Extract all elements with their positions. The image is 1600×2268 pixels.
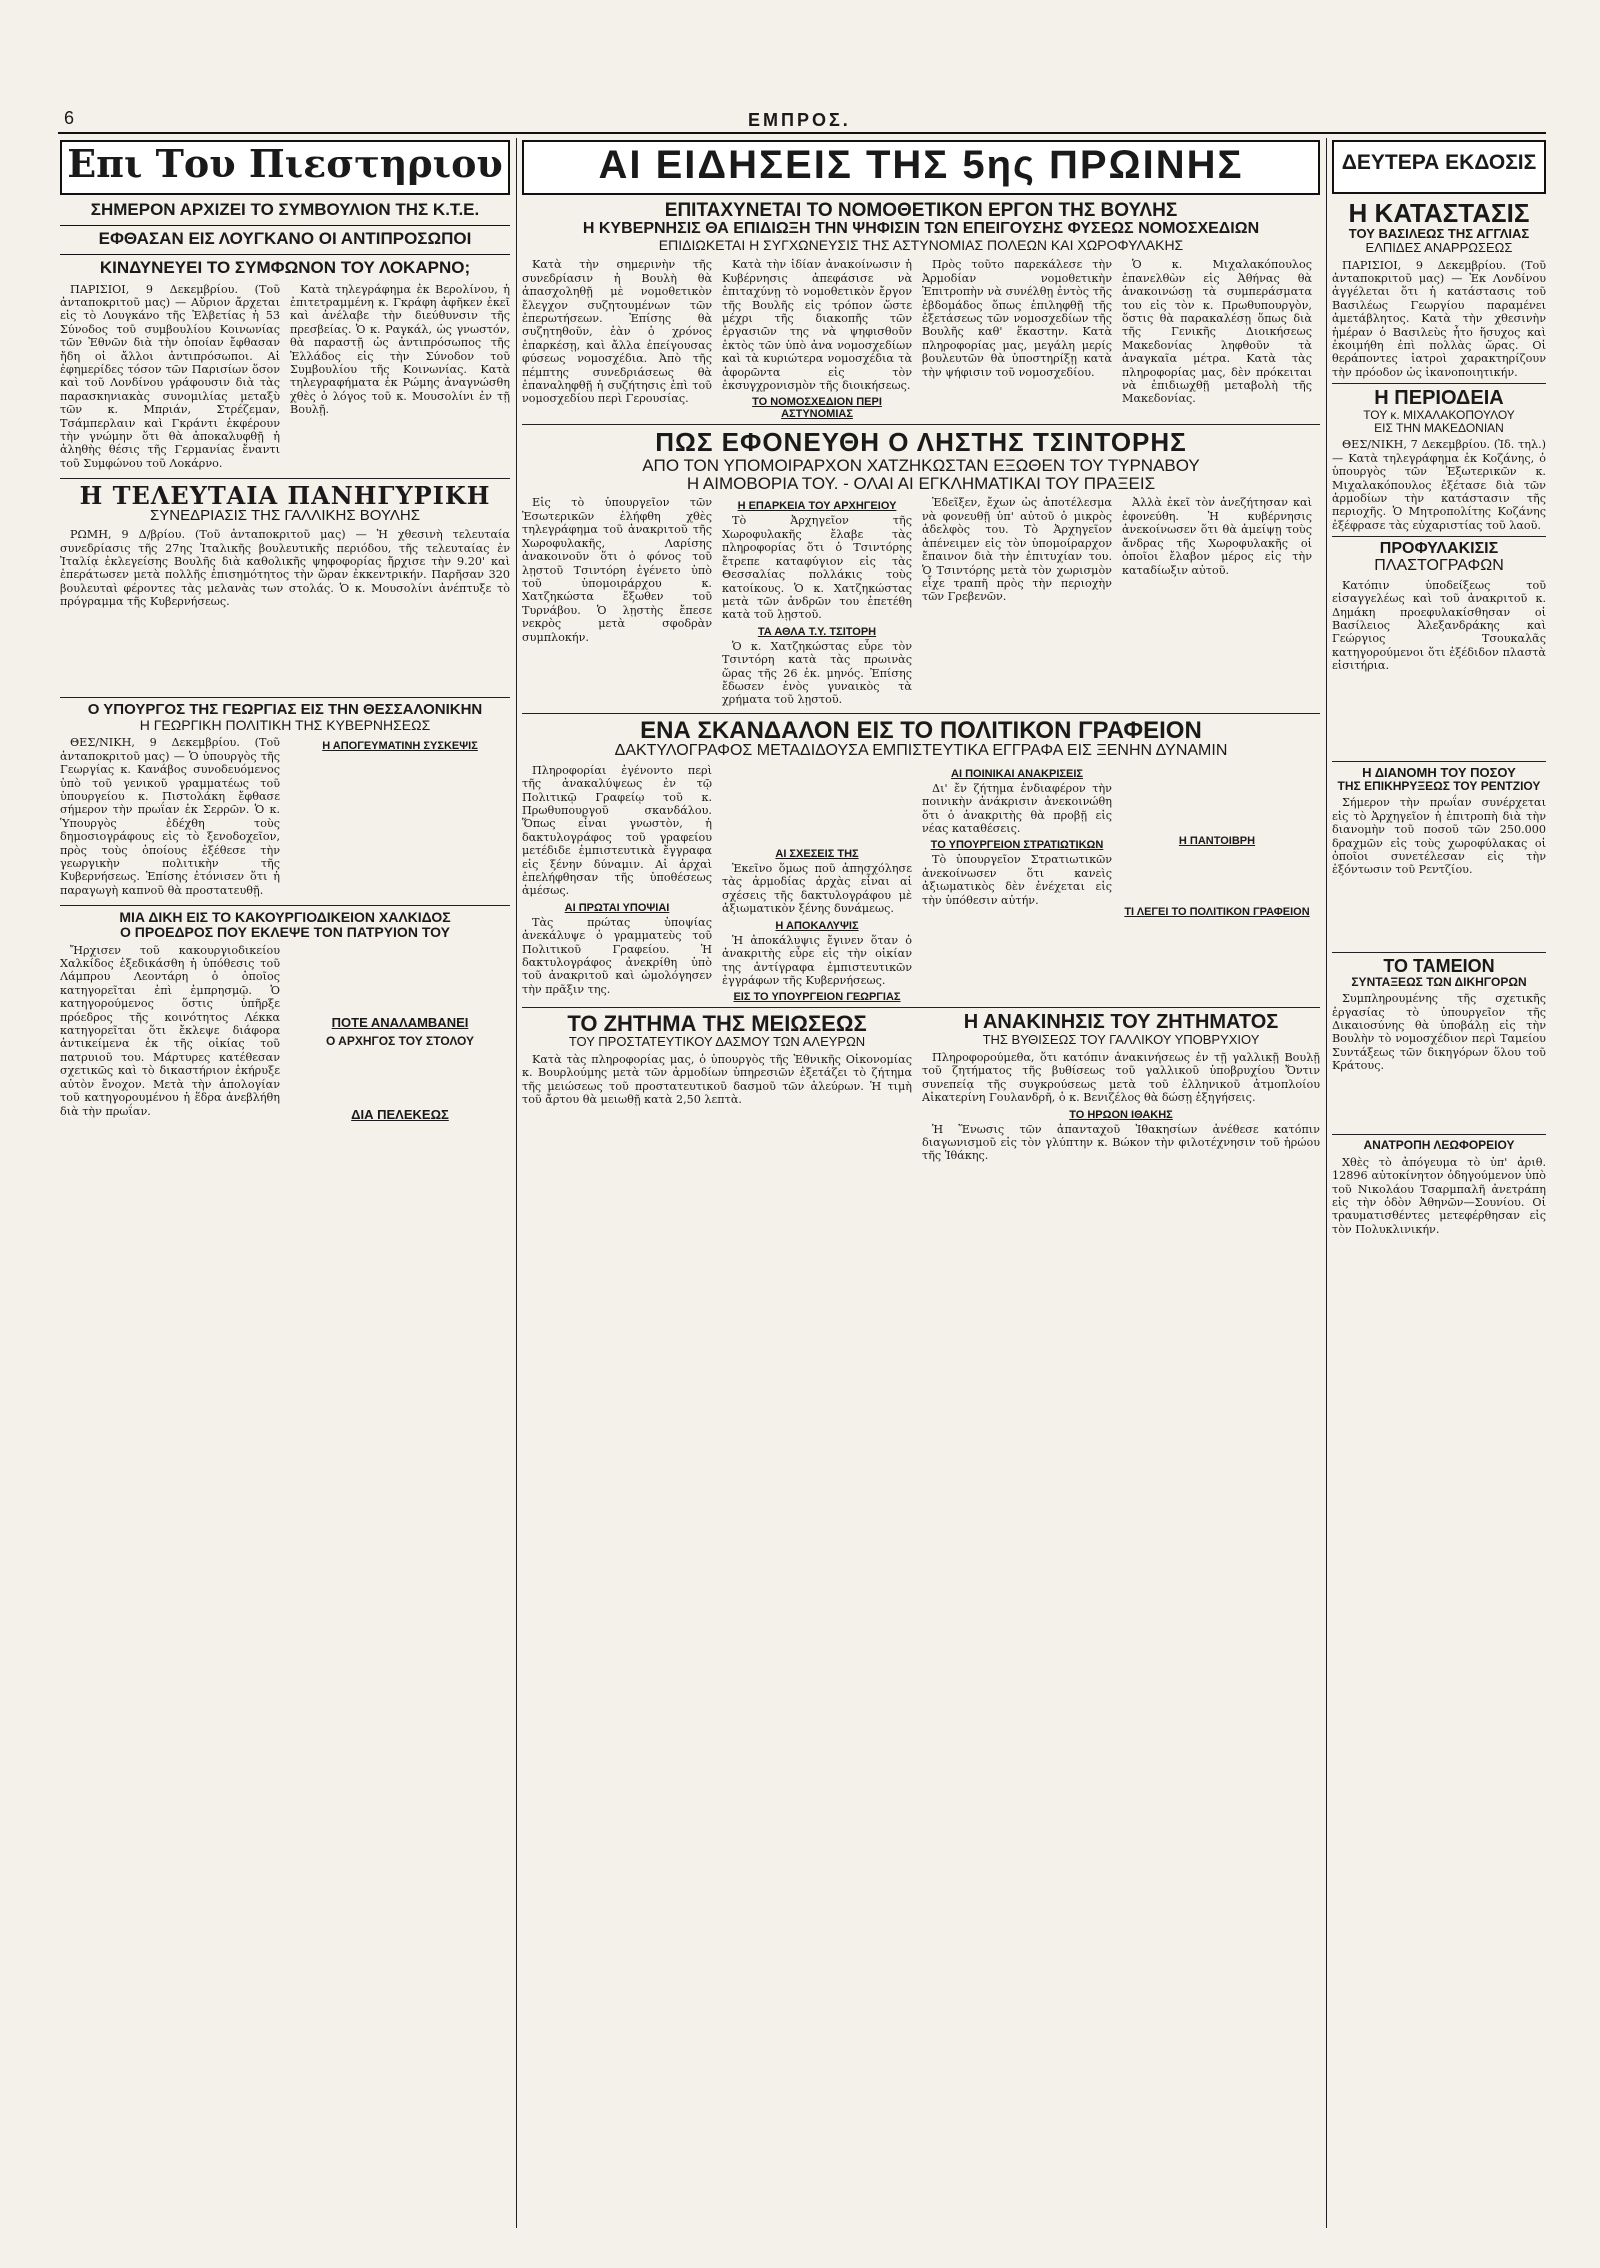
headline-legislative-work: ΕΠΙΤΑΧΥΝΕΤΑΙ ΤΟ ΝΟΜΟΘΕΤΙΚΟΝ ΕΡΓΟΝ ΤΗΣ ΒΟΥΛΗΣ (664, 200, 1178, 221)
subhead-criminal-investigations: ΑΙ ΠΟΙΝΙΚΑΙ ΑΝΑΚΡΙΣΕΙΣ (951, 767, 1083, 780)
headline-distribution: Η ΔΙΑΝΟΜΗ ΤΟΥ ΠΟΣΟΥ (1362, 765, 1516, 781)
headline-locarno: ΚΙΝΔΥΝΕΥΕΙ ΤΟ ΣΥΜΦΩΝΟΝ ΤΟΥ ΛΟΚΑΡΝΟ; (60, 254, 510, 277)
subhead-political-office: ΤΙ ΛΕΓΕΙ ΤΟ ΠΟΛΙΤΙΚΟΝ ΓΡΑΦΕΙΟΝ (1124, 906, 1310, 919)
section-band-second-edition: ΔΕΥΤΕΡΑ ΕΚΔΟΣΙΣ (1332, 140, 1546, 194)
subhead-spoils: ΤΑ ΑΘΛΑ Τ.Υ. ΤΣΙΤΟΡΗ (757, 625, 877, 638)
subheadline-tour: ΤΟΥ κ. ΜΙΧΑΛΑΚΟΠΟΥΛΟΥ (1363, 408, 1515, 423)
article-parliament-2: Κατὰ τὴν ἰδίαν ἀνακοίνωσιν ἡ Κυβέρνησις ἀπεφάσισε νὰ ἐπιταχύνῃ τὸ νομοθετικὸν ἔργον τῆς Βουλῆς εἰς τρόπον ὥστε μέχρι τῆς διακοπῆς τῶν ἐργασιῶν της νὰ ψηφισθοῦν ἐκτὸς τῶν ὑπὸ ἀνα νομοσχεδίων καὶ τὰ κυριώτερα νομοσχέδια τὰ ἀφορῶντα εἰς τὸν ἐκσυγχρονισμὸν τῆς διοικήσεως. (722, 258, 912, 393)
subheadline-stepfather: Ο ΠΡΟΕΔΡΟΣ ΠΟΥ ΕΚΛΕΨΕ ΤΟΝ ΠΑΤΡΥΙΟΝ ΤΟΥ (120, 923, 450, 940)
subheadline-lawyers: ΣΥΝΤΑΞΕΩΣ ΤΩΝ ΔΙΚΗΓΟΡΩΝ (1351, 974, 1527, 989)
masthead-bar (58, 108, 1546, 134)
subhead-axe: ΔΙΑ ΠΕΛΕΚΕΩΣ (351, 1107, 449, 1123)
headline-detention: ΠΡΟΦΥΛΑΚΙΣΙΣ (1379, 540, 1499, 558)
article-rome-cont (60, 613, 510, 693)
page-number: 6 (64, 108, 75, 128)
headline-tariff: ΤΟ ΖΗΤΗΜΑ ΤΗΣ ΜΕΙΩΣΕΩΣ (567, 1011, 867, 1037)
subheadline-agri-policy: Η ΓΕΩΡΓΙΚΗ ΠΟΛΙΤΙΚΗ ΤΗΣ ΚΥΒΕΡΝΗΣΕΩΣ (139, 716, 431, 733)
center-column (522, 140, 1320, 2230)
article-tour: ΘΕΣ/ΝΙΚΗ, 7 Δεκεμβρίου. (Ἰδ. τηλ.) — Κατὰ τηλεγράφημα ἐκ Κοζάνης, ὁ ὑπουργὸς τῶν Ἐξωτερικῶν κ. Μιχαλακόπουλος ἐξέτασε διὰ τῶν ἀρμοδίων τὴν κατάστασιν τῆς περιοχῆς. Ὁ Μητροπολίτης Κοζάνης ἐξέφρασε τὰς εὐχαριστίας τοῦ λαοῦ. (1332, 438, 1546, 532)
article-scandal-6: Τὸ ὑπουργεῖον Στρατιωτικῶν ἀνεκοίνωσεν ὅτι κανεὶς ἀξιωματικὸς δὲν ἐνέχεται εἰς τὴν ὑπόθεσιν αὐτήν. (922, 853, 1112, 907)
article-scandal-3: Ἐκεῖνο ὅμως ποῦ ἀπησχόλησε τὰς ἀρμοδίας ἀρχὰς εἶναι αἱ σχέσεις τῆς δακτυλογράφου μὲ ἀξιωματικὸν ξένης δυνάμεως. (722, 862, 912, 916)
paper-name: ΕΜΠΡΟΣ. (748, 110, 851, 130)
article-scandal-1: Πληροφορίαι ἐγένοντο περὶ τῆς ἀνακαλύψεως ἐν τῷ Πολιτικῷ Γραφείῳ τοῦ κ. Πρωθυπουργοῦ σκανδάλου. Ὅπως εἶναι γνωστὸν, ἡ δακτυλογράφος τοῦ γραφείου μετέδιδε ἐμπιστευτικὰ ἔγγραφα εἰς ξένην δύναμιν. Αἱ ἀρχαὶ ἐπελήφθησαν τῆς ὑποθέσεως ἀμέσως. (522, 763, 712, 898)
headline-lugano: ΕΦΘΑΣΑΝ ΕΙΣ ΛΟΥΓΚΑΝΟ ΟΙ ΑΝΤΙΠΡΟΣΩΠΟΙ (60, 225, 510, 248)
article-tsintoris-5: Ἀλλὰ ἐκεῖ τὸν ἀνεζήτησαν καὶ ἐφονεύθη. Ἡ κυβέρνησις ἀνεκοίνωσεν ὅτι θὰ ἀμείψῃ τοὺς ἄνδρας τῆς Χωροφυλακῆς οἱ ὁποῖοι ἔλαβον μέρος εἰς τὴν καταδίωξιν αὐτοῦ. (1122, 496, 1312, 577)
subheadline-submarine: ΤΗΣ ΒΥΘΙΣΕΩΣ ΤΟΥ ΓΑΛΛΙΚΟΥ ΥΠΟΒΡΥΧΙΟΥ (982, 1032, 1260, 1048)
subheadline-forgers: ΠΛΑΣΤΟΓΡΑΦΩΝ (1374, 557, 1504, 575)
headline-bus-accident: ΑΝΑΤΡΟΠΗ ΛΕΩΦΟΡΕΙΟΥ (1363, 1138, 1515, 1153)
article-thessaloniki: ΘΕΣ/ΝΙΚΗ, 9 Δεκεμβρίου. (Τοῦ ἀνταποκριτοῦ μας) — Ὁ ὑπουργὸς τῆς Γεωργίας κ. Κανάβος συνοδευόμενος ὑπὸ τοῦ γενικοῦ γραμματέως τοῦ ὑπουργείου κ. Πιστολάκη ἔφθασε σήμερον τὴν πρωΐαν ἐκ Σερρῶν. Ὁ κ. Ὑπουργὸς ἐδέχθη τοὺς δημοσιογράφους εἰς τὸ ξενοδοχεῖον, πρὸς τοὺς ὁποίους ἐξέθεσε τὴν γεωργικὴν πολιτικὴν τῆς Κυβερνήσεως. Ἐπίσης ἐτόνισεν ὅτι ἡ παραγωγὴ καπνοῦ θὰ προστατευθῇ. (60, 736, 280, 897)
headline-ktc: ΣΗΜΕΡΟΝ ΑΡΧΙΖΕΙ ΤΟ ΣΥΜΒΟΥΛΙΟΝ ΤΗΣ Κ.Τ.Ε. (90, 200, 480, 219)
article-tsintoris-4: Ἐδεῖξεν, ἔχων ὡς ἀποτέλεσμα νὰ φονευθῇ ὑπ' αὐτοῦ ὁ μικρὸς ἀδελφὸς του. Τὸ Ἀρχηγεῖον ἀπένειμεν εἰς τὸν ὑπομοίραρχον ἔπαινον διὰ τὴν ἐπιτυχίαν του. Ὁ Τσιντόρης μετὰ τὸν χωρισμὸν εἶχε τραπῆ πρὸς τὴν περιοχὴν τῶν Γρεβενῶν. (922, 496, 1112, 604)
article-parliament-1: Κατὰ τὴν σημερινὴν τῆς συνεδρίασιν ἡ Βουλὴ θὰ ἀπασχοληθῇ μὲ νομοθετικὸν ἔλεγχον συζητουμένων τῶν ἐπερωτήσεων. Ἐπίσης θὰ συζητηθοῦν, ἐὰν ὁ χρόνος ἐπαρκέσῃ, καὶ ἄλλα ἐπείγουσας φύσεως νομοσχέδια. Ἀπὸ τῆς πέμπτης συνεδριάσεως θὰ ἐπαναληφθῇ ἡ συζήτησις ἐπὶ τοῦ νομοσχεδίου περὶ Γερουσίας. (522, 258, 712, 406)
subheadline-french-chamber: ΣΥΝΕΔΡΙΑΣΙΣ ΤΗΣ ΓΑΛΛΙΚΗΣ ΒΟΥΛΗΣ (150, 507, 420, 525)
article-forgers: Κατόπιν ὑποδείξεως τοῦ εἰσαγγελέως καὶ τοῦ ἀνακριτοῦ κ. Δημάκη προεφυλακίσθησαν οἱ Βασίλειος Ἀλεξανδράκης καὶ Γεώργιος Τσουκαλᾶς κατηγορούμενοι ὅτι ἐξέδιδον πλαστὰ εἰσιτήρια. (1332, 578, 1546, 673)
article-parliament-4: Ὁ κ. Μιχαλακόπουλος ἐπανελθὼν εἰς Ἀθήνας θὰ ἀνακοινώσῃ τὰ συμπεράσματα του εἰς τὸν κ. Πρωθυπουργὸν, ὅστις θὰ παρακαλέσῃ ὅπως διὰ τῆς Γενικῆς Διοικήσεως Μακεδονίας ληφθοῦν τὰ ἀναγκαῖα μέτρα. Κατὰ τὰς πληροφορίας μας, δὲν πρόκειται νὰ ἐπιδιωχθῇ μεταβολὴ τῆς Μακεδονίας. (1122, 258, 1312, 406)
subheadline-macedonia: ΕΙΣ ΤΗΝ ΜΑΚΕΔΟΝΙΑΝ (1374, 420, 1504, 435)
headline-tsintoris: ΠΩΣ ΕΦΟΝΕΥΘΗ Ο ΛΗΣΤΗΣ ΤΣΙΝΤΟΡΗΣ (655, 427, 1187, 458)
subheadline-rentzios: ΤΗΣ ΕΠΙΚΗΡΥΞΕΩΣ ΤΟΥ ΡΕΝΤΖΙΟΥ (1337, 778, 1541, 793)
subhead-police-bill: ΤΟ ΝΟΜΟΣΧΕΔΙΟΝ ΠΕΡΙ ΑΣΤΥΝΟΜΙΑΣ (752, 396, 882, 421)
article-rentzios: Σήμερον τὴν πρωΐαν συνέρχεται εἰς τὸ Ἀρχηγεῖον ἡ ἐπιτροπὴ διὰ τὴν διανομὴν τοῦ ποσοῦ τῶν 250.000 δραχμῶν εἰς τοὺς χωροφύλακας οἱ ὁποῖοι συνετέλεσαν εἰς τὴν ἐξόντωσιν τοῦ Ρεντζίου. (1332, 796, 1546, 877)
subhead-afternoon-meeting: Η ΑΠΟΓΕΥΜΑΤΙΝΗ ΣΥΣΚΕΨΙΣ (322, 740, 478, 753)
subheadline-tyrnavos: ΑΠΟ ΤΟΝ ΥΠΟΜΟΙΡΑΡΧΟΝ ΧΑΤΖΗΚΩΣΤΑΝ ΕΞΩΘΕΝ ΤΟΥ ΤΥΡΝΑΒΟΥ (642, 455, 1200, 475)
article-bus-accident: Χθὲς τὸ ἀπόγευμα τὸ ὑπ' ἀριθ. 12896 αὐτοκίνητον ὁδηγούμενον ὑπὸ τοῦ Νικολάου Τσαρμπαλῆ ἀνετράπη εἰς τὴν ὁδὸν Ἀθηνῶν—Σουνίου. Οἱ τραυματισθέντες μετεφέρθησαν εἰς τὸν Πολυκλινικήν. (1332, 1155, 1546, 1236)
column-rule (516, 138, 517, 2228)
subheadline-crimes: Η ΑΙΜΟΒΟΡΙΑ ΤΟΥ. - ΟΛΑΙ ΑΙ ΕΓΚΛΗΜΑΤΙΚΑΙ ΤΟΥ ΠΡΑΞΕΙΣ (686, 473, 1156, 493)
subheadline-urgent-bills: Η ΚΥΒΕΡΝΗΣΙΣ ΘΑ ΕΠΙΔΙΩΞΗ ΤΗΝ ΨΗΦΙΣΙΝ ΤΩΝ ΕΠΕΙΓΟΥΣΗΣ ΦΥΣΕΩΣ ΝΟΜΟΣΧΕΔΙΩΝ (582, 219, 1260, 237)
subhead-ithaca: ΤΟ ΗΡΩΟΝ ΙΘΑΚΗΣ (1069, 1108, 1173, 1121)
headline-tour: Η ΠΕΡΙΟΔΕΙΑ (1374, 387, 1504, 410)
headline-chalkis-trial: ΜΙΑ ΔΙΚΗ ΕΙΣ ΤΟ ΚΑΚΟΥΡΓΙΟΔΙΚΕΙΟΝ ΧΑΛΚΙΔΟΣ (119, 909, 451, 926)
subhead-ministry-military: ΤΟ ΥΠΟΥΡΓΕΙΟΝ ΣΤΡΑΤΙΩΤΙΚΩΝ (930, 839, 1104, 852)
article-tsintoris-1: Εἰς τὸ ὑπουργεῖον τῶν Ἐσωτερικῶν ἐλήφθη χθὲς τηλεγράφημα τοῦ ἀνακριτοῦ τῆς Χωροφυλακῆς, Λαρίσης ἀνακοινοῦν ὅτι ὁ φόνος τοῦ λῃστοῦ Τσιντόρη ἐγένετο ὑπὸ τοῦ ὑπομοιράρχου κ. Χατζηκώστα ἔξωθεν τοῦ Τυρνάβου. Ὁ λῃστὴς ἔπεσε νεκρὸς μετὰ σφοδρὰν συμπλοκήν. (522, 496, 712, 644)
article-scandal-5: Δι' ἔν ζήτημα ἐνδιαφέρον τὴν ποινικὴν ἀνάκρισιν ἀνεκοινώθη ὅτι ὁ ἀνακριτὴς θὰ προβῇ εἰς νέας καταθέσεις. (922, 781, 1112, 835)
article-scandal-2: Τὰς πρώτας ὑποψίας ἀνεκάλυψε ὁ γραμματεὺς τοῦ Πολιτικοῦ Γραφείου. Ἡ δακτυλογράφος ἀνεκρίθη ὑπὸ τοῦ ἀνακριτοῦ καὶ ὡμολόγησεν τὴν πρᾶξιν της. (522, 915, 712, 996)
subhead-revelation: Η ΑΠΟΚΑΛΥΨΙΣ (775, 919, 859, 932)
headline-scandal: ΕΝΑ ΣΚΑΝΔΑΛΟΝ ΕΙΣ ΤΟ ΠΟΛΙΤΙΚΟΝ ΓΡΑΦΕΙΟΝ (640, 716, 1202, 744)
subhead-headquarters: Η ΕΠΑΡΚΕΙΑ ΤΟΥ ΑΡΧΗΓΕΙΟΥ (737, 500, 897, 513)
subhead-pantoivri: Η ΠΑΝΤΟΙΒΡΗ (1178, 834, 1256, 847)
headline-fund: ΤΟ ΤΑΜΕΙΟΝ (1383, 955, 1495, 976)
headline-last-session: Η ΤΕΛΕΥΤΑΙΑ ΠΑΝΗΓΥΡΙΚΗ (79, 481, 491, 511)
subhead-ministry-agriculture: ΕΙΣ ΤΟ ΥΠΟΥΡΓΕΙΟΝ ΓΕΩΡΓΙΑΣ (733, 991, 901, 1004)
subheadline-typist: ΔΑΚΤΥΛΟΓΡΑΦΟΣ ΜΕΤΑΔΙΔΟΥΣΑ ΕΜΠΙΣΤΕΥΤΙΚΑ ΕΓΓΡΑΦΑ ΕΙΣ ΞΕΝΗΝ ΔΥΝΑΜΙΝ (614, 741, 1228, 759)
article-rome: ΡΩΜΗ, 9 Δ/βρίου. (Τοῦ ἀνταποκριτοῦ μας) — Ἡ χθεσινὴ τελευταία συνεδρίασις τῆς 27ης Ἰταλικῆς βουλευτικῆς περιόδου, τῆς τελευταίας ἐν Ἰταλίᾳ ἐκλεγείσης Βουλῆς διὰ καθολικῆς ψηφοφορίας ἤρχισε τὴν 9.20' καὶ ἐπεράτωσεν μετὰ πολλῆς ἐπισημότητος τὴν ὥραν ἐκκεντρικήν. Παρῆσαν 320 βουλευταὶ φέροντες τὰς μελανὰς των στολάς. Ὁ κ. Μουσολίνι ἀνέπτυξε τὸ πρόγραμμα τῆς Κυβερνήσεως. (60, 528, 510, 609)
headline-submarine: Η ΑΝΑΚΙΝΗΣΙΣ ΤΟΥ ΖΗΤΗΜΑΤΟΣ (963, 1011, 1279, 1034)
subheadline-police-merger: ΕΠΙΔΙΩΚΕΤΑΙ Η ΣΥΓΧΩΝΕΥΣΙΣ ΤΗΣ ΑΣΤΥΝΟΜΙΑΣ ΠΟΛΕΩΝ ΚΑΙ ΧΩΡΟΦΥΛΑΚΗΣ (658, 236, 1184, 253)
column-rule (1326, 138, 1327, 2228)
subheadline-flour: ΤΟΥ ΠΡΟΣΤΑΤΕΥΤΙΚΟΥ ΔΑΣΜΟΥ ΤΩΝ ΑΛΕΥΡΩΝ (568, 1034, 866, 1050)
article-chalkis: Ἤρχισεν τοῦ κακουργιοδικείου Χαλκίδος ἐξεδικάσθη ἡ ὑπόθεσις τοῦ Λάμπρου Λεοντάρη ὁ ὁποῖος κατηγορεῖται ἐπὶ ἐμπρησμῷ. Ὁ κατηγορούμενος ὅστις ὑπῆρξε πρόεδρος τῆς κοινότητος Λέκκα κατηγορεῖται ὅτι ἔκλεψε διάφορα ἀντικείμενα ἐκ τῆς οἰκίας τοῦ πατρυιοῦ του. Μάρτυρες κατέθεσαν σχετικῶς καὶ τὸ δικαστήριον ἐκήρυξε αὐτὸν ἔνοχον. Μετὰ τὴν ἀπολογίαν τοῦ κατηγορουμένου ἡ ἕδρα ἀνεβλήθη διὰ τὴν πρωΐαν. (60, 943, 280, 1118)
article-meeting (290, 754, 510, 848)
subhead-relations: ΑΙ ΣΧΕΣΕΙΣ ΤΗΣ (775, 848, 859, 861)
headline-minister-agriculture: Ο ΥΠΟΥΡΓΟΣ ΤΗΣ ΓΕΩΡΓΙΑΣ ΕΙΣ ΤΗΝ ΘΕΣΣΑΛΟΝΙΚΗΝ (87, 700, 483, 718)
article-king: ΠΑΡΙΣΙΟΙ, 9 Δεκεμβρίου. (Τοῦ ἀνταποκριτοῦ μας) — Ἐκ Λονδίνου ἀγγέλεται ὅτι ἡ κατάστασις τοῦ Βασιλέως Γεωργίου παραμένει ἀμετάβλητος. Κατὰ τὴν χθεσινὴν ἡμέραν ὁ Βασιλεὺς ἦτο ἥσυχος καὶ ἐκοιμήθη ἐπὶ πολλὰς ὥρας. Οἱ θεράποντες ἰατροὶ χαρακτηρίζουν τὴν πρόοδον ὡς ἱκανοποιητικήν. (1332, 258, 1546, 379)
subhead-fleet-chief: Ο ΑΡΧΗΓΟΣ ΤΟΥ ΣΤΟΛΟΥ (325, 1033, 475, 1048)
article-ithaca: Ἡ Ἕνωσις τῶν ἀπανταχοῦ Ἰθακησίων ἀνέθεσε κατόπιν διαγωνισμοῦ εἰς τὸν γλύπτην κ. Βώκον τὴν φιλοτέχνησιν τοῦ ἡρώου τῆς Ἰθάκης. (922, 1122, 1320, 1163)
article-tsintoris-2: Τὸ Ἀρχηγεῖον τῆς Χωροφυλακῆς ἔλαβε τὰς πληροφορίας ὅτι ὁ Τσιντόρης ἔτρεπε καταφύγιον εἰς τὰς Θεσσαλίας πολλάκις τοὺς κατοίκους. Ὁ κ. Χατζηκώστας μετὰ τῶν ἀνδρῶν του ἐπετέθη κατὰ τοῦ λῃστοῦ. (722, 514, 912, 622)
article-paris: ΠΑΡΙΣΙΟΙ, 9 Δεκεμβρίου. (Τοῦ ἀνταποκριτοῦ μας) — Αὔριον ἄρχεται εἰς τὸ Λουγκάνο τῆς Ἑλβετίας ἡ 53 Σύνοδος τοῦ συμβουλίου Κοινωνίας τῶν Ἐθνῶν διὰ τὴν ὁποίαν ἔφθασαν ἤδη οἱ ἄλλοι ἀντιπρόσωποι. Αἱ ἐφημερίδες τόσον τῶν Παρισίων ὅσον καὶ τοῦ Λονδίνου γράφουσιν διὰ τὰς παρασκηνιακὰς συνομιλίας μεταξὺ τῶν κ. Μπριάν, Στρέζεμαν, Τσάμπερλαιν καὶ Γκράντι ἐκφέρουν τὴν γνώμην ὅτι θὰ ἀποκαλυφθῇ ἡ ἀληθὴς θέσις τῆς Γερμανίας ἔναντι τοῦ Συμφώνου τοῦ Λοκάρνο. (60, 282, 280, 470)
subhead-fleet: ΠΟΤΕ ΑΝΑΛΑΜΒΑΝΕΙ (331, 1014, 469, 1030)
article-parliament-3: Πρὸς τοῦτο παρεκάλεσε τὴν Ἀρμοδίαν νομοθετικὴν Ἐπιτροπὴν νὰ συνέλθῃ ἐντὸς τῆς ἑβδομάδος ὅπως ἐπιληφθῇ τῆς ἐξετάσεως τῶν νομοσχεδίων τῆς Βουλῆς καθ' ἕκαστην. Κατὰ πληροφορίας μας, μεγάλη μερίς βουλευτῶν θὰ ὑποστηρίξῃ κατὰ τὴν ψήφισιν τοῦ νομοσχεδίου. (922, 258, 1112, 379)
right-column (1332, 140, 1546, 2230)
subheadline-recovery: ΕΛΠΙΔΕΣ ΑΝΑΡΡΩΣΕΩΣ (1365, 239, 1513, 255)
section-band-press: Επι Του Πιεστηριου (60, 140, 510, 195)
article-scandal-4: Ἡ ἀποκάλυψις ἔγινεν ὅταν ὁ ἀνακριτὴς εὗρε εἰς τὴν οἰκίαν της ἀντίγραφα ἐμπιστευτικῶν ἐγγράφων τῆς Κυβερνήσεως. (722, 933, 912, 987)
article-berlin: Κατὰ τηλεγράφημα ἐκ Βερολίνου, ἡ ἐπιτετραμμένη κ. Γκράφη ἀφῆκεν ἐκεῖ καὶ ἀνέλαβε τὴν διεύθυνσιν τῆς πρεσβείας. Ὁ κ. Ραγκάλ, ὡς γνωστόν, θὰ παραστῇ ὡς ἀντιπρόσωπος τῆς Ἑλλάδος εἰς τὴν Σύνοδον τοῦ Συμβουλίου τῆς Κοινωνίας. Κατὰ τηλεγραφήματα ἐκ Ρώμης ἀναγνώσθη χθὲς ὁ λόγος τοῦ κ. Μουσολίνι ἐν τῇ Βουλῇ. (290, 282, 510, 417)
article-tsintoris-3: Ὁ κ. Χατζηκώστας εὗρε τὸν Τσιντόρη κατὰ τὰς πρωινὰς ὥρας τῆς 26 ἐκ. μηνός. Ἐπίσης ἔδωσεν ἑνὸς γυναικὸς τὰ χρήματα τοῦ λῃστοῦ. (722, 639, 912, 707)
subheadline-king: ΤΟΥ ΒΑΣΙΛΕΩΣ ΤΗΣ ΑΓΓΛΙΑΣ (1348, 226, 1530, 242)
headline-king: Η ΚΑΤΑΣΤΑΣΙΣ (1348, 198, 1530, 228)
article-tariff: Κατὰ τὰς πληροφορίας μας, ὁ ὑπουργὸς τῆς Ἐθνικῆς Οἰκονομίας κ. Βουρλούμης μετὰ τῶν ἀρμοδίων ὑπηρεσιῶν ἐξετάζει τὸ ζήτημα τῆς μειώσεως τοῦ προστατευτικοῦ δασμοῦ τῶν ἀλεύρων. Ἡ τιμὴ τοῦ ἄρτου θὰ μειωθῇ κατὰ 2,50 λεπτὰ. (522, 1053, 912, 1107)
article-lawyers: Συμπληρουμένης τῆς σχετικῆς ἐργασίας τὸ ὑπουργεῖον τῆς Δικαιοσύνης θὰ ὑποβάλῃ εἰς τὴν Βουλὴν τὸ νομοσχέδιον περὶ Ταμείου Συντάξεως τῶν δικηγόρων ὅλου τοῦ Κράτους. (1332, 992, 1546, 1073)
subhead-first-suspicions: ΑΙ ΠΡΩΤΑΙ ΥΠΟΨΙΑΙ (564, 901, 670, 914)
section-band-morning-news: ΑΙ ΕΙΔΗΣΕΙΣ ΤΗΣ 5ης ΠΡΩΙΝΗΣ (522, 140, 1320, 195)
article-submarine: Πληροφορούμεθα, ὅτι κατόπιν ἀνακινήσεως ἐν τῇ γαλλικῇ Βουλῇ τοῦ ζητήματος τῆς βυθίσεως τοῦ γαλλικοῦ ὑποβρυχίου Ὄντιν συνεπείᾳ τῆς συγκρούσεως μετὰ τοῦ ἑλληνικοῦ ἀτμοπλοίου Αἰκατερίνη Γουλανδρῆ, ὁ κ. Βενιζέλος θὰ δώσῃ ἐξηγήσεις. (922, 1050, 1320, 1105)
left-column (60, 140, 510, 2230)
